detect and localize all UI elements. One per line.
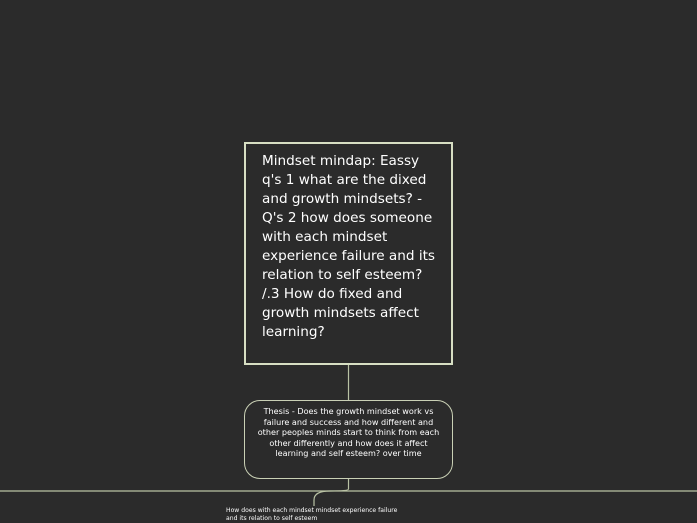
subtopic-node[interactable] [226, 507, 406, 523]
root-topic-text: Mindset mindap: Eassy q's 1 what are the dixed and growth mindsets? - Q's 2 how does someone with each mindset experience failure and its relation to self esteem? /.3 How do fixed and growth mindsets affect learning? [262, 153, 436, 340]
thesis-text: Thesis - Does the growth mindset work vs failure and success and how different and other peoples minds start to think from each other differently and how does it affect learning and self esteem? over time [257, 406, 440, 459]
subtopic-text: How does with each mindset mindset experience failure and its relation to self esteem [226, 507, 398, 522]
thesis-node[interactable] [244, 400, 453, 479]
root-topic-node[interactable] [244, 142, 453, 365]
